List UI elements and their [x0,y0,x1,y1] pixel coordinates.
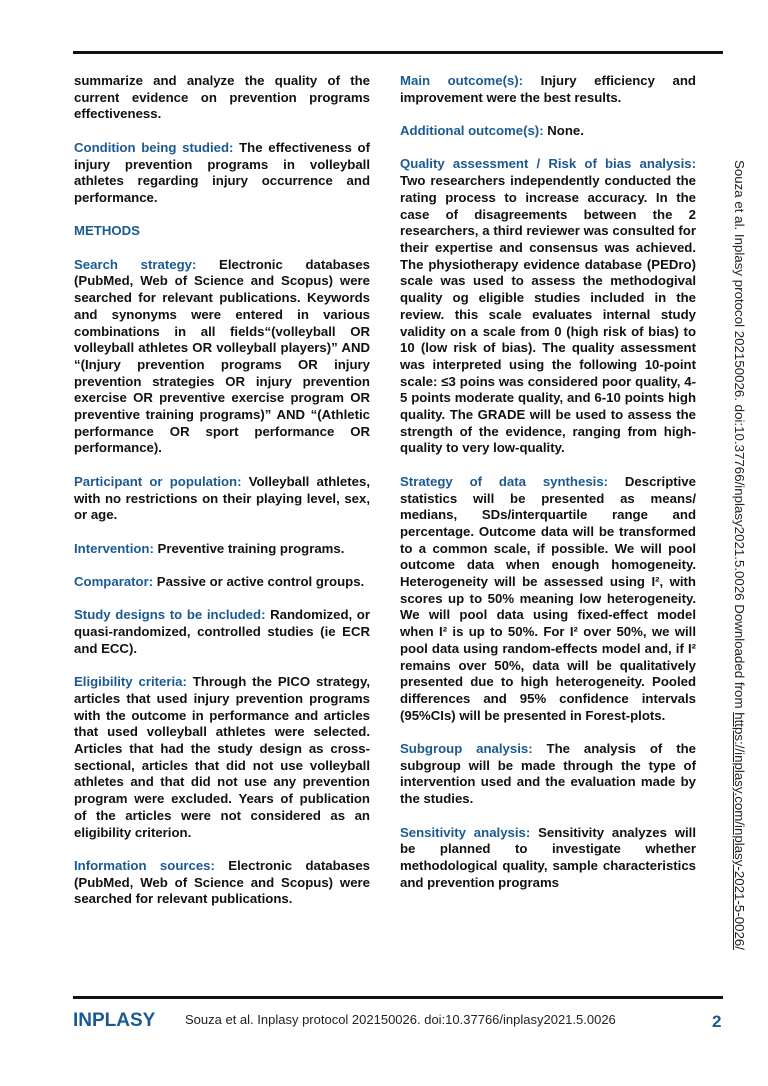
search-strategy-section [74,257,370,457]
sensitivity-section [400,825,696,892]
sensitivity-text: Sensitivity analyzes will be planned to investigate whether methodological quality, sample characteristics and prevention programs [400,824,696,890]
information-sources-label: Information sources: [74,857,215,873]
study-designs-text: Randomized, or quasi-randomized, controlled studies (ie ECR and ECC). [74,607,370,656]
footer-citation: Souza et al. Inplasy protocol 202150026. doi:10.37766/inplasy2021.5.0026 [185,1012,616,1027]
sensitivity-label: Sensitivity analysis: [400,824,531,840]
quality-assessment-section [400,156,696,457]
subgroup-text: The analysis of the subgroup will be made through the type of intervention used and the evaluation made by the studies. [400,741,696,807]
intervention-section [74,541,370,558]
eligibility-label: Eligibility criteria: [74,674,187,690]
quality-assessment-text: Two researchers independently conducted the rating process to increase accuracy. In the case of disagreements between the 2 researchers, a third reviewer was consulted for their expertise and consensus was achieved. The physiotherapy evidence database (PEDro) scale was used to assess the methodogival quality og eligible studies included in the review. this scale evaluates internal study validity on a scale from 0 (high risk of bias) to 10 (low risk of bias). The quality assessment was interpreted using the following 10-point scale: ≤3 poins was considered poor quality, 4-5 points moderate quality, and 6-10 points high quality. The GRADE will be used to assess the strength of the evidence, ranging from high-quality to very low-quality. [400,173,696,456]
main-outcomes-text: Injury efficiency and improvement were the best results. [400,73,696,105]
additional-outcomes-label: Additional outcome(s): [400,123,544,139]
intro-continuation: summarize and analyze the quality of the current evidence on prevention programs effectiveness. [74,73,370,122]
data-synthesis-label: Strategy of data synthesis: [400,473,609,489]
main-outcomes-section [400,73,696,106]
participants-section [74,474,370,524]
study-designs-section [74,607,370,657]
condition-text: The effectiveness of injury prevention programs in volleyball athletes regarding injury occurrence and performance. [74,139,371,205]
side-download-link[interactable]: https://inplasy.com/inplasy-2021-5-0026/ [732,712,747,950]
participants-text: Volleyball athletes, with no restrictions on their playing level, sex, or age. [74,473,370,523]
right-column [400,73,696,908]
additional-outcomes-text: None. [543,123,584,139]
comparator-section [74,574,370,591]
data-synthesis-section [400,474,696,725]
page-number: 2 [712,1012,722,1031]
search-strategy-label: Search strategy: [74,256,197,272]
comparator-label: Comparator: [74,574,154,589]
quality-assessment-label: Quality assessment / Risk of bias analysis: [400,156,696,172]
methods-heading: METHODS [74,223,140,239]
main-outcomes-label: Main outcome(s): [400,73,524,88]
intervention-label: Intervention: [74,540,154,556]
header-rule [73,51,723,54]
eligibility-section [74,674,370,841]
study-designs-label: Study designs to be included: [74,607,266,623]
condition-section [74,140,370,207]
eligibility-text: Through the PICO strategy, articles that used injury prevention programs with the outcome in performance and articles that used volleyball athletes were selected. Articles that had the study design as cross-sectional, articles that did not use volleyball athletes and that did not use any prevention program were excluded. Years of publication of the articles were not considered as an eligibility criterion. [74,674,370,840]
condition-label: Condition being studied: [74,139,234,155]
subgroup-section [400,741,696,808]
additional-outcomes-section [400,123,696,140]
intervention-text: Preventive training programs. [153,540,345,556]
subgroup-label: Subgroup analysis: [400,741,533,757]
comparator-text: Passive or active control groups. [153,574,365,589]
side-citation-text: Souza et al. Inplasy protocol 202150026. doi:10.37766/inplasy2021.5.0026 Downloaded from [732,160,747,713]
footer-rule [73,996,723,999]
side-margin-citation [732,160,747,950]
search-strategy-text: Electronic databases (PubMed, Web of Science and Scopus) were searched for relevant publications. Keywords and synonyms were entered in various combinations in all fields“(volleyball OR volleyball athletes OR volleyball players)” AND “(Injury prevention programs OR injury prevention strategies OR injury prevention exercise OR preventive exercise program OR preventive training programs)” AND “(Athletic performance OR sport performance OR performance). [74,256,370,456]
left-column [74,73,370,925]
participants-label: Participant or population: [74,473,242,489]
information-sources-section [74,858,370,908]
information-sources-text: Electronic databases (PubMed, Web of Science and Scopus) were searched for relevant publications. [74,857,370,907]
data-synthesis-text: Descriptive statistics will be presented as means/ medians, SDs/interquartile range and percentage. Outcome data will be transformed to a common scale, if possible. We will pool outcome data when enough homogeneity. Heterogeneity will be assessed using I², with scores up to 50% meaning low heterogeneity. We will pool data using fixed-effect model when I² is up to 50%. For I² over 50%, we will pool data using random-effects model and, if I² remains over 50%, data will be qualitatively presented due to high heterogeneity. Pooled differences and 95% confidence intervals (95%CIs) will be presented in Forest-plots. [400,473,696,723]
footer-brand-logo: INPLASY [73,1010,156,1031]
